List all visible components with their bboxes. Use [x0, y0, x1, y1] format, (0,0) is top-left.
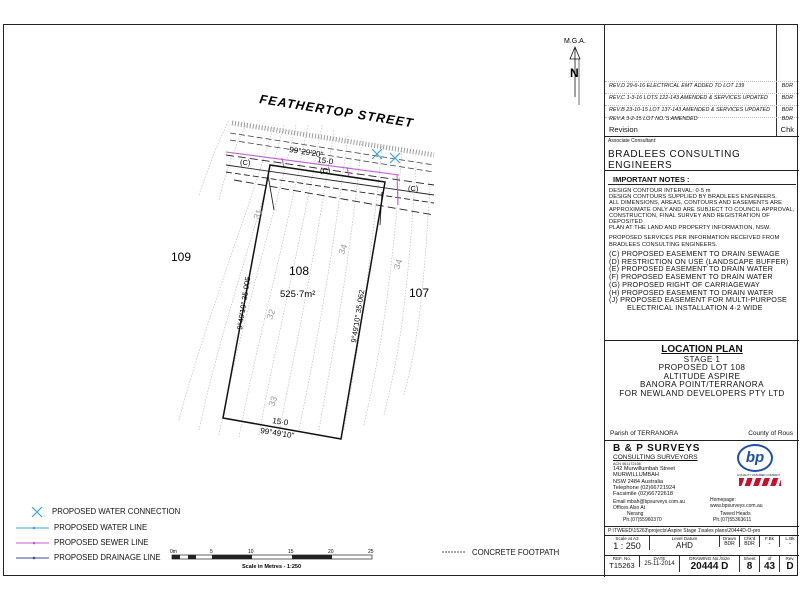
contour-labels: [251, 208, 404, 408]
drawing-date: 25-11-2014: [644, 561, 675, 567]
background-contours: [179, 120, 430, 437]
easement-label-c3: (C): [408, 184, 419, 193]
consultant-box: [605, 137, 799, 171]
revision-c: REV.C 1-3-16 LOTS 122-143 AMENDED & SERVICES UPDATED: [609, 95, 768, 101]
svg-text:0m: 0m: [170, 549, 177, 555]
legend-drainage-line: PROPOSED DRAINAGE LINE: [54, 553, 161, 562]
svg-text:20: 20: [328, 549, 334, 555]
bearing-top: 99°29'20": [288, 145, 324, 160]
homepage: www.bpsurveys.com.au: [710, 503, 763, 509]
easement-label-c2: (C): [320, 166, 331, 175]
sheet-number: 8: [746, 561, 753, 572]
location-box: LOCATION PLAN STAGE 1 PROPOSED LOT 108 ALTITUDE ASPIRE BANORA POINT/TERRANORA FOR NEWLAND DEVELOPERS PTY LTD Parish of TERRANORA County of Rous: [605, 341, 799, 441]
dimension-top: 15·0: [316, 155, 334, 167]
svg-text:34: 34: [391, 257, 405, 271]
drawing-scale: 1 : 250: [613, 541, 641, 551]
svg-text:32: 32: [264, 307, 278, 321]
revision-d-by: BDR: [781, 83, 793, 89]
info-row-1: Scale at A3 1 : 250 Level Datum AHD Drawn BDR Chk'd BDR F.Bk - L.Bk -: [605, 536, 799, 556]
office-tweed-phone: Ph.(07)55363611: [713, 517, 752, 523]
notes-title: IMPORTANT NOTES :: [613, 175, 690, 184]
legend-sewer-line: PROPOSED SEWER LINE: [54, 538, 149, 547]
office-nerang-phone: Ph.(07)55960370: [623, 517, 662, 523]
county: County of Rous: [748, 430, 793, 437]
side-dimension-left: 9°49'10" 35·005: [235, 276, 253, 331]
revision-a: REV.A 3-2-15 LOT NO.'S AMENDED: [609, 116, 698, 122]
drawing-number: 20444 D: [690, 561, 729, 572]
company-box: [605, 441, 799, 527]
revision-header: Revision: [609, 125, 638, 134]
north-arrow: [564, 38, 586, 105]
svg-text:15: 15: [288, 549, 294, 555]
notes-list: DESIGN CONTOUR INTERVAL: 0·5 m DESIGN CONTOURS SUPPLIED BY BRADLEES ENGINEERS. ALL DIMENSIONS, AREAS, CONTOURS AND EASEMENTS ARE APPROXIMATE ONLY AND ARE SUBJECT TO COUNCIL APPROVAL, CONSTRUCTION, FINAL SURVEY AND REGISTRATION OF DEPOSITED PLAN AT THE LAND AND PROPERTY INFORMATION, NSW. PROPOSED SERVICES PER INFORMATION RECEIVED FROM BRADLEES CONSULTING ENGINEERS.: [609, 188, 795, 248]
office-tweed: Tweed Heads: [720, 511, 751, 517]
company-sub: CONSULTING SURVEYORS: [613, 454, 698, 461]
sheet-total: 43: [763, 561, 776, 572]
side-dimension-right: 9°49'10" 35·062: [349, 289, 367, 344]
consultant-name: BRADLEES CONSULTING ENGINEERS: [608, 149, 741, 171]
drawing-sheet: [3, 24, 798, 576]
email: Email mbah@bpsurveys.com.au: [613, 499, 686, 505]
location-title: LOCATION PLAN: [661, 344, 743, 355]
svg-text:31: 31: [251, 207, 265, 221]
parish: Parish of TERRANORA: [610, 430, 679, 437]
associate-label: Associate Consultant:: [608, 138, 657, 144]
revision-c-by: BDR: [781, 95, 793, 101]
legend-water-connection: PROPOSED WATER CONNECTION: [52, 507, 181, 516]
reference-number: T15263: [609, 561, 635, 570]
easements-list: (C) PROPOSED EASEMENT TO DRAIN SEWAGE (D) RESTRICTION ON USE (LANDSCAPE BUFFER) (E) PROPOSED EASEMENT TO DRAIN WATER (F) PROPOSED EASEMENT TO DRAIN WATER (G) PROPOSED RIGHT OF CARRIAGEWAY (H) PROPOSED EASEMENT TO DRAIN WATER (J) PROPOSED EASEMENT FOR MULTI-PURPOSE ELECTRICAL INSTALLATION 4·2 WIDE: [609, 249, 789, 312]
revision-a-by: BDR: [781, 116, 793, 122]
bearing-bottom: 99°49'10": [259, 426, 295, 441]
revision-table: [605, 25, 799, 137]
chk-header: Chk: [780, 125, 794, 134]
lot-number-left: 109: [171, 250, 192, 264]
homepage-label: Homepage:: [710, 497, 736, 503]
scale-bar: [170, 549, 374, 570]
svg-text:Scale in Metres - 1:250: Scale in Metres - 1:250: [242, 564, 302, 570]
legend-concrete-footpath: CONCRETE FOOTPATH: [472, 548, 560, 557]
quality-assured-icon: [739, 478, 781, 486]
svg-text:5: 5: [210, 549, 213, 555]
level-datum: AHD: [676, 541, 693, 550]
legend-water-line: PROPOSED WATER LINE: [54, 523, 148, 532]
revision-letter: D: [786, 561, 794, 572]
revision-b: REV.B 23-10-15 LOT 137-143 AMENDED & SERVICES UPDATED: [609, 107, 770, 113]
lot-number-right: 107: [409, 286, 430, 300]
address: 142 Murwillumbah Street MURWILLUMBAH NSW 2484 Australia Telephone (02)66721924 Facsimile (02)66722618: [613, 466, 676, 498]
svg-text:10: 10: [248, 549, 254, 555]
file-path: P:\TWEED\15263\projects\Aspire Stage 1\sales plans\20444D-O-pro: [605, 527, 799, 536]
lot-area: 525·7m²: [280, 289, 316, 300]
offices-label: Offices Also At: [613, 505, 646, 511]
revision-d: REV.D 29-6-16 ELECTRICAL EMT ADDED TO LOT 139: [609, 83, 745, 89]
mga-label: M.G.A.: [564, 38, 586, 45]
acn: ACN 061172156: [613, 462, 641, 466]
easement-label-c1: (C): [240, 158, 251, 167]
svg-text:34: 34: [336, 242, 350, 256]
dimension-bottom: 15·0: [271, 416, 289, 428]
street-name: FEATHERTOP STREET: [258, 92, 415, 131]
title-block: [604, 25, 799, 577]
svg-text:N: N: [570, 66, 579, 80]
company-logo: bp: [737, 444, 773, 472]
quality-assured-label: A QUALITY ASSURED COMPANY: [737, 473, 781, 477]
notes-box: [605, 171, 799, 341]
site-plan: [4, 25, 604, 577]
revision-b-by: BDR: [781, 107, 793, 113]
office-nerang: Nerang: [627, 511, 644, 517]
info-row-2: REF. No. T15263 DATE 25-11-2014 DRAWING No./Size 20444 D Sheet 8 of 43 Rev. D: [605, 556, 799, 577]
svg-text:25: 25: [368, 549, 374, 555]
sewer-line: [226, 152, 399, 205]
company-name: B & P SURVEYS: [613, 443, 701, 454]
lot-number-main: 108: [289, 264, 310, 278]
svg-text:33: 33: [266, 394, 280, 408]
